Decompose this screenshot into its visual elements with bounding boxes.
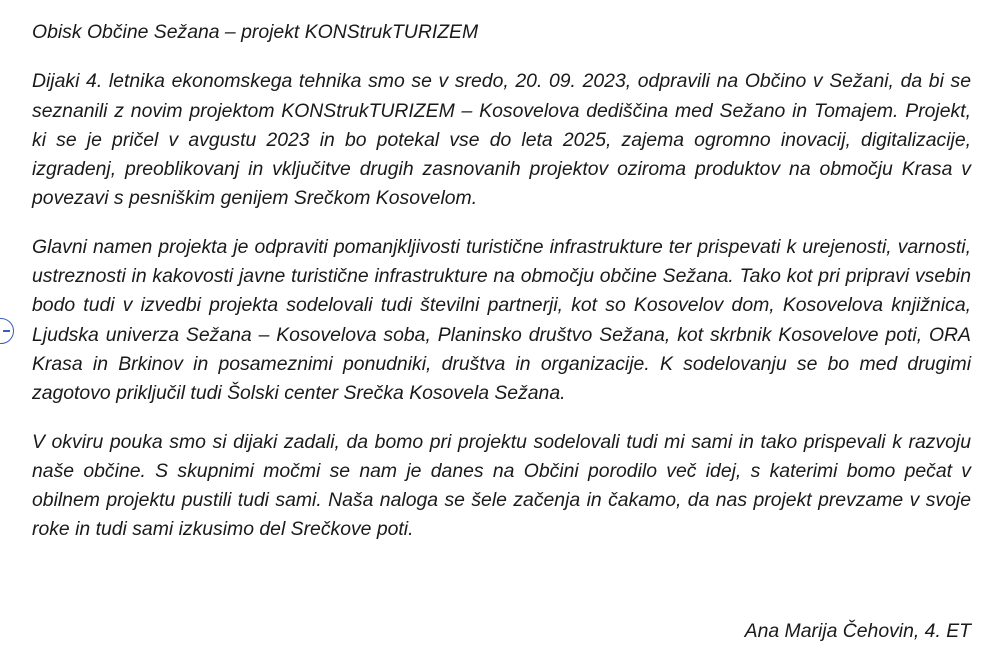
document-title: Obisk Občine Sežana – projekt KONStrukTURIZEM xyxy=(32,21,479,43)
paragraph-2: Glavni namen projekta je odpraviti pomanjkljivosti turistične infrastrukture ter prispevati k urejenosti, varnosti, ustreznosti in kakovosti javne turistične infrastrukture na območju občine Sežana. Tako kot pri pripravi vsebin bodo tudi v izvedbi projekta sodelovali tudi številni partnerji, kot so Kosovelov dom, Kosovelova knjižnica, Ljudska univerza Sežana – Kosovelova soba, Planinsko društvo Sežana, kot skrbnik Kosovelove poti, ORA Krasa in Brkinov in posameznimi ponudniki, društva in organizacije. K sodelovanju se bo med drugimi zagotovo priključil tudi Šolski center Srečka Kosovela Sežana. xyxy=(32,235,971,405)
author-signature: Ana Marija Čehovin, 4. ET xyxy=(744,620,971,642)
collapse-circle-icon[interactable] xyxy=(0,318,14,344)
paragraph-1: Dijaki 4. letnika ekonomskega tehnika smo se v sredo, 20. 09. 2023, odpravili na Občino v Sežani, da bi se seznanili z novim projektom KONStrukTURIZEM – Kosovelova dediščina med Sežano in Tomajem. Projekt, ki se je pričel v avgustu 2023 in bo potekal vse do leta 2025, zajema ogromno inovacij, digitalizacije, izgradenj, preoblikovanj in vključitve drugih zasnovanih projektov oziroma produktov na območju Krasa v povezavi s pesniškim genijem Srečkom Kosovelom. xyxy=(32,70,971,210)
document-body xyxy=(32,18,971,564)
paragraph-3: V okviru pouka smo si dijaki zadali, da bomo pri projektu sodelovali tudi mi sami in tako prispevali k razvoju naše občine. S skupnimi močmi se nam je danes na Občini porodilo več idej, s katerimi bomo pečat v obilnem projektu pustili tudi sami. Naša naloga se šele začenja in čakamo, da nas projekt prevzame v svoje roke in tudi sami izkusimo del Srečkove poti. xyxy=(32,430,971,541)
